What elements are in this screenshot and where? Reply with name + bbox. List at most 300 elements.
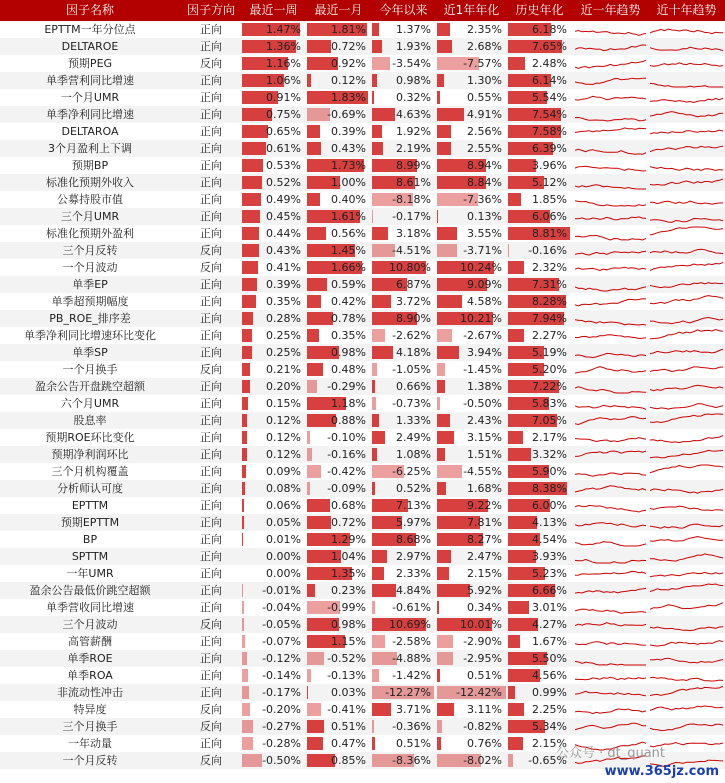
factor-name: 一年UMR bbox=[66, 567, 114, 580]
value-text: 0.59% bbox=[331, 278, 366, 291]
factor-name: 高管薪酬 bbox=[68, 635, 112, 648]
value-text: -1.05% bbox=[392, 363, 431, 376]
value-text: -12.27% bbox=[385, 686, 431, 699]
value-text: 2.32% bbox=[532, 261, 567, 274]
factor-direction: 反向 bbox=[200, 703, 222, 716]
factor-name: 单季ROA bbox=[67, 669, 113, 682]
value-text: -0.69% bbox=[327, 108, 366, 121]
ten-year-trend-sparkline bbox=[650, 463, 723, 480]
ten-year-trend-sparkline bbox=[650, 208, 723, 225]
value-text: 0.51% bbox=[396, 737, 431, 750]
value-text: 1.37% bbox=[396, 23, 431, 36]
value-text: -2.62% bbox=[392, 329, 431, 342]
value-text: 2.15% bbox=[532, 737, 567, 750]
value-text: -0.14% bbox=[262, 669, 301, 682]
factor-name: 单季SP bbox=[72, 346, 108, 359]
ten-year-trend-sparkline bbox=[650, 310, 723, 327]
table-row bbox=[0, 429, 725, 446]
one-year-trend-sparkline bbox=[575, 701, 646, 718]
value-text: 0.52% bbox=[396, 482, 431, 495]
table-row bbox=[0, 225, 725, 242]
one-year-trend-sparkline bbox=[575, 72, 646, 89]
one-year-trend-sparkline bbox=[575, 106, 646, 123]
factor-name: 一个月反转 bbox=[62, 754, 118, 767]
value-text: 0.12% bbox=[266, 448, 301, 461]
value-text: 1.15% bbox=[331, 635, 366, 648]
value-text: 3.71% bbox=[396, 703, 431, 716]
table-row bbox=[0, 463, 725, 480]
value-text: -0.52% bbox=[327, 652, 366, 665]
value-text: 0.45% bbox=[266, 210, 301, 223]
value-text: 1.36% bbox=[266, 40, 301, 53]
value-text: -2.67% bbox=[463, 329, 502, 342]
value-text: 0.98% bbox=[331, 346, 366, 359]
factor-direction: 正向 bbox=[200, 40, 222, 53]
value-text: 0.28% bbox=[266, 312, 301, 325]
factor-direction: 正向 bbox=[200, 329, 222, 342]
value-text: 1.51% bbox=[467, 448, 502, 461]
value-text: 0.39% bbox=[331, 125, 366, 138]
value-text: -7.57% bbox=[463, 57, 502, 70]
one-year-trend-sparkline bbox=[575, 242, 646, 259]
factor-direction: 正向 bbox=[200, 346, 222, 359]
factor-direction: 正向 bbox=[200, 312, 222, 325]
table-row bbox=[0, 616, 725, 633]
ten-year-trend-sparkline bbox=[650, 361, 723, 378]
header-1: 因子方向 bbox=[186, 3, 235, 17]
factor-direction: 正向 bbox=[200, 142, 222, 155]
value-text: -0.36% bbox=[392, 720, 431, 733]
one-year-trend-sparkline bbox=[575, 276, 646, 293]
value-text: 5.19% bbox=[532, 346, 567, 359]
factor-direction: 正向 bbox=[200, 686, 222, 699]
factor-name: 分析师认可度 bbox=[57, 482, 123, 495]
value-text: 7.22% bbox=[532, 380, 567, 393]
value-text: 8.94% bbox=[467, 159, 502, 172]
one-year-trend-sparkline bbox=[575, 412, 646, 429]
value-text: 0.42% bbox=[331, 295, 366, 308]
factor-direction: 正向 bbox=[200, 533, 222, 546]
factor-direction: 反向 bbox=[200, 57, 222, 70]
value-text: 1.38% bbox=[467, 380, 502, 393]
factor-name: 单季营收同比增速 bbox=[46, 601, 134, 614]
value-text: 8.99% bbox=[396, 159, 431, 172]
one-year-trend-sparkline bbox=[575, 514, 646, 531]
value-text: 8.68% bbox=[396, 533, 431, 546]
table-row bbox=[0, 582, 725, 599]
factor-direction: 反向 bbox=[200, 618, 222, 631]
one-year-trend-sparkline bbox=[575, 395, 646, 412]
value-text: 0.99% bbox=[532, 686, 567, 699]
table-row bbox=[0, 55, 725, 72]
ten-year-trend-sparkline bbox=[650, 344, 723, 361]
value-text: 10.01% bbox=[460, 618, 502, 631]
ten-year-trend-sparkline bbox=[650, 565, 723, 582]
value-text: -0.61% bbox=[392, 601, 431, 614]
factor-name: 股息率 bbox=[73, 414, 107, 427]
factor-direction: 正向 bbox=[200, 227, 222, 240]
table-row bbox=[0, 684, 725, 701]
value-text: 0.78% bbox=[331, 312, 366, 325]
value-text: 4.27% bbox=[532, 618, 567, 631]
value-text: 0.72% bbox=[331, 516, 366, 529]
value-text: 7.81% bbox=[467, 516, 502, 529]
value-text: 4.54% bbox=[532, 533, 567, 546]
value-text: 0.98% bbox=[396, 74, 431, 87]
value-text: -0.05% bbox=[262, 618, 301, 631]
value-text: 8.38% bbox=[532, 482, 567, 495]
table-row bbox=[0, 412, 725, 429]
ten-year-trend-sparkline bbox=[650, 650, 723, 667]
value-text: 2.15% bbox=[467, 567, 502, 580]
one-year-trend-sparkline bbox=[575, 38, 646, 55]
factor-direction: 正向 bbox=[200, 74, 222, 87]
value-text: 0.91% bbox=[266, 91, 301, 104]
value-text: 0.21% bbox=[266, 363, 301, 376]
value-text: 0.98% bbox=[331, 618, 366, 631]
value-text: 1.67% bbox=[532, 635, 567, 648]
value-text: 1.93% bbox=[396, 40, 431, 53]
table-row bbox=[0, 395, 725, 412]
value-text: 5.92% bbox=[467, 584, 502, 597]
table-row bbox=[0, 242, 725, 259]
value-text: 0.13% bbox=[467, 210, 502, 223]
value-text: -0.50% bbox=[463, 397, 502, 410]
one-year-trend-sparkline bbox=[575, 633, 646, 650]
factor-name: 特异度 bbox=[73, 703, 107, 716]
one-year-trend-sparkline bbox=[575, 344, 646, 361]
header-0: 因子名称 bbox=[65, 3, 114, 17]
value-text: 1.68% bbox=[467, 482, 502, 495]
value-text: 0.12% bbox=[331, 74, 366, 87]
value-text: 3.93% bbox=[532, 550, 567, 563]
value-text: 5.20% bbox=[532, 363, 567, 376]
table-row bbox=[0, 174, 725, 191]
value-text: 0.66% bbox=[396, 380, 431, 393]
factor-name: 标准化预期外收入 bbox=[46, 176, 134, 189]
value-text: 2.68% bbox=[467, 40, 502, 53]
ten-year-trend-sparkline bbox=[650, 174, 723, 191]
factor-direction: 正向 bbox=[200, 584, 222, 597]
factor-direction: 正向 bbox=[200, 482, 222, 495]
table-row bbox=[0, 701, 725, 718]
value-text: 0.20% bbox=[266, 380, 301, 393]
value-text: 0.44% bbox=[266, 227, 301, 240]
ten-year-trend-sparkline bbox=[650, 616, 723, 633]
value-text: -3.71% bbox=[463, 244, 502, 257]
value-text: 10.69% bbox=[389, 618, 431, 631]
table-row bbox=[0, 446, 725, 463]
value-text: -0.12% bbox=[262, 652, 301, 665]
value-text: 3.18% bbox=[396, 227, 431, 240]
value-text: 5.97% bbox=[396, 516, 431, 529]
table-row bbox=[0, 38, 725, 55]
value-text: -0.17% bbox=[262, 686, 301, 699]
factor-direction: 反向 bbox=[200, 261, 222, 274]
one-year-trend-sparkline bbox=[575, 565, 646, 582]
table-row bbox=[0, 140, 725, 157]
value-text: 0.01% bbox=[266, 533, 301, 546]
table-row bbox=[0, 361, 725, 378]
value-text: 2.19% bbox=[396, 142, 431, 155]
one-year-trend-sparkline bbox=[575, 327, 646, 344]
ten-year-trend-sparkline bbox=[650, 225, 723, 242]
one-year-trend-sparkline bbox=[575, 174, 646, 191]
watermark-account: 公众号 · dt_quant bbox=[555, 746, 665, 761]
one-year-trend-sparkline bbox=[575, 191, 646, 208]
table-row bbox=[0, 599, 725, 616]
value-text: 2.97% bbox=[396, 550, 431, 563]
value-text: 4.84% bbox=[396, 584, 431, 597]
factor-direction: 正向 bbox=[200, 601, 222, 614]
ten-year-trend-sparkline bbox=[650, 599, 723, 616]
ten-year-trend-sparkline bbox=[650, 106, 723, 123]
factor-direction: 正向 bbox=[200, 397, 222, 410]
table-row bbox=[0, 123, 725, 140]
one-year-trend-sparkline bbox=[575, 89, 646, 106]
table-row bbox=[0, 497, 725, 514]
one-year-trend-sparkline bbox=[575, 480, 646, 497]
value-text: 1.18% bbox=[331, 397, 366, 410]
ten-year-trend-sparkline bbox=[650, 259, 723, 276]
value-text: 0.53% bbox=[266, 159, 301, 172]
value-text: 1.61% bbox=[331, 210, 366, 223]
value-text: 7.65% bbox=[532, 40, 567, 53]
value-text: 0.88% bbox=[331, 414, 366, 427]
factor-name: 3个月盈利上下调 bbox=[48, 142, 132, 155]
factor-name: 单季ROE bbox=[67, 652, 113, 665]
value-text: 0.00% bbox=[266, 550, 301, 563]
value-text: 3.72% bbox=[396, 295, 431, 308]
table-row bbox=[0, 565, 725, 582]
factor-name: 盈余公告开盘跳空超额 bbox=[35, 380, 145, 393]
value-text: -4.88% bbox=[392, 652, 431, 665]
header-8: 近十年趋势 bbox=[656, 3, 717, 17]
value-text: 0.68% bbox=[331, 499, 366, 512]
factor-name: 预期BP bbox=[71, 159, 109, 172]
value-text: 6.87% bbox=[396, 278, 431, 291]
factor-direction: 正向 bbox=[200, 414, 222, 427]
value-text: 5.23% bbox=[532, 567, 567, 580]
value-text: 0.92% bbox=[331, 57, 366, 70]
one-year-trend-sparkline bbox=[575, 429, 646, 446]
value-text: 0.34% bbox=[467, 601, 502, 614]
one-year-trend-sparkline bbox=[575, 157, 646, 174]
factor-name: 非流动性冲击 bbox=[57, 686, 123, 699]
factor-name: SPTTM bbox=[71, 550, 109, 563]
factor-name: 一个月UMR bbox=[60, 91, 120, 104]
value-text: 2.35% bbox=[467, 23, 502, 36]
value-text: 0.76% bbox=[467, 737, 502, 750]
header-3: 最近一月 bbox=[314, 3, 363, 17]
value-text: 1.85% bbox=[532, 193, 567, 206]
value-text: -0.10% bbox=[327, 431, 366, 444]
value-text: 1.66% bbox=[331, 261, 366, 274]
factor-direction: 正向 bbox=[200, 278, 222, 291]
ten-year-trend-sparkline bbox=[650, 140, 723, 157]
value-text: 7.94% bbox=[532, 312, 567, 325]
factor-name: 六个月UMR bbox=[60, 397, 120, 410]
value-text: 0.65% bbox=[266, 125, 301, 138]
factor-direction: 正向 bbox=[200, 295, 222, 308]
value-text: -6.25% bbox=[392, 465, 431, 478]
value-text: 2.27% bbox=[532, 329, 567, 342]
value-text: 6.06% bbox=[532, 210, 567, 223]
one-year-trend-sparkline bbox=[575, 21, 646, 38]
ten-year-trend-sparkline bbox=[650, 667, 723, 684]
factor-name: 一个月波动 bbox=[62, 261, 118, 274]
one-year-trend-sparkline bbox=[575, 361, 646, 378]
table-row bbox=[0, 191, 725, 208]
value-text: 2.33% bbox=[396, 567, 431, 580]
value-text: 10.24% bbox=[460, 261, 502, 274]
one-year-trend-sparkline bbox=[575, 616, 646, 633]
value-text: 0.00% bbox=[266, 567, 301, 580]
value-text: 0.40% bbox=[331, 193, 366, 206]
value-text: 1.06% bbox=[266, 74, 301, 87]
table-row bbox=[0, 718, 725, 735]
value-text: 1.00% bbox=[331, 176, 366, 189]
value-text: -3.54% bbox=[392, 57, 431, 70]
value-text: 7.13% bbox=[396, 499, 431, 512]
value-text: 5.50% bbox=[532, 652, 567, 665]
value-text: 1.29% bbox=[331, 533, 366, 546]
value-text: 1.73% bbox=[331, 159, 366, 172]
value-text: 0.39% bbox=[266, 278, 301, 291]
value-text: 4.91% bbox=[467, 108, 502, 121]
value-text: 5.12% bbox=[532, 176, 567, 189]
value-text: 6.66% bbox=[532, 584, 567, 597]
factor-name: 预期EPTTM bbox=[60, 516, 120, 529]
value-text: -0.16% bbox=[528, 244, 567, 257]
value-text: 0.85% bbox=[331, 754, 366, 767]
value-text: 4.13% bbox=[532, 516, 567, 529]
value-text: 4.63% bbox=[396, 108, 431, 121]
value-text: 8.61% bbox=[396, 176, 431, 189]
one-year-trend-sparkline bbox=[575, 208, 646, 225]
ten-year-trend-sparkline bbox=[650, 412, 723, 429]
factor-direction: 正向 bbox=[200, 125, 222, 138]
value-text: -7.36% bbox=[463, 193, 502, 206]
one-year-trend-sparkline bbox=[575, 378, 646, 395]
ten-year-trend-sparkline bbox=[650, 157, 723, 174]
value-text: 6.18% bbox=[532, 23, 567, 36]
ten-year-trend-sparkline bbox=[650, 38, 723, 55]
factor-direction: 正向 bbox=[200, 210, 222, 223]
value-text: 1.83% bbox=[331, 91, 366, 104]
value-text: 8.90% bbox=[396, 312, 431, 325]
table-row bbox=[0, 480, 725, 497]
value-text: 0.48% bbox=[331, 363, 366, 376]
factor-direction: 正向 bbox=[200, 465, 222, 478]
factor-direction: 正向 bbox=[200, 431, 222, 444]
ten-year-trend-sparkline bbox=[650, 633, 723, 650]
header-7: 近一年趋势 bbox=[580, 3, 641, 17]
value-text: 1.08% bbox=[396, 448, 431, 461]
value-text: -12.42% bbox=[456, 686, 502, 699]
factor-name: 标准化预期外盈利 bbox=[46, 227, 134, 240]
one-year-trend-sparkline bbox=[575, 667, 646, 684]
factor-direction: 正向 bbox=[200, 23, 222, 36]
value-text: 3.01% bbox=[532, 601, 567, 614]
table-row bbox=[0, 548, 725, 565]
ten-year-trend-sparkline bbox=[650, 378, 723, 395]
one-year-trend-sparkline bbox=[575, 55, 646, 72]
value-text: 5.90% bbox=[532, 465, 567, 478]
value-text: 0.23% bbox=[331, 584, 366, 597]
one-year-trend-sparkline bbox=[575, 684, 646, 701]
factor-name: 三个月机构覆盖 bbox=[51, 465, 129, 478]
factor-name: 单季净利同比增速环比变化 bbox=[24, 329, 156, 342]
value-text: -0.73% bbox=[392, 397, 431, 410]
ten-year-trend-sparkline bbox=[650, 718, 723, 735]
factor-name: 预期PEG bbox=[67, 57, 113, 70]
value-text: 2.55% bbox=[467, 142, 502, 155]
one-year-trend-sparkline bbox=[575, 140, 646, 157]
one-year-trend-sparkline bbox=[575, 718, 646, 735]
ten-year-trend-sparkline bbox=[650, 191, 723, 208]
value-text: 0.56% bbox=[331, 227, 366, 240]
factor-name: 单季净利同比增速 bbox=[46, 108, 134, 121]
value-text: 0.15% bbox=[266, 397, 301, 410]
table-row bbox=[0, 89, 725, 106]
value-text: -0.09% bbox=[327, 482, 366, 495]
value-text: -0.29% bbox=[327, 380, 366, 393]
value-text: 0.49% bbox=[266, 193, 301, 206]
value-text: -0.82% bbox=[463, 720, 502, 733]
factor-direction: 正向 bbox=[200, 193, 222, 206]
value-text: 0.03% bbox=[331, 686, 366, 699]
value-text: 4.58% bbox=[467, 295, 502, 308]
factor-direction: 正向 bbox=[200, 108, 222, 121]
value-text: 0.06% bbox=[266, 499, 301, 512]
factor-name: DELTAROA bbox=[61, 125, 119, 138]
value-text: 8.28% bbox=[532, 295, 567, 308]
factor-name: EPTTM bbox=[71, 499, 109, 512]
value-text: -8.18% bbox=[392, 193, 431, 206]
ten-year-trend-sparkline bbox=[650, 276, 723, 293]
ten-year-trend-sparkline bbox=[650, 395, 723, 412]
value-text: -8.36% bbox=[392, 754, 431, 767]
value-text: -0.01% bbox=[262, 584, 301, 597]
factor-direction: 正向 bbox=[200, 499, 222, 512]
table-row bbox=[0, 106, 725, 123]
factor-name: 盈余公告最低价跳空超额 bbox=[29, 584, 151, 597]
value-text: -0.28% bbox=[262, 737, 301, 750]
factor-direction: 正向 bbox=[200, 176, 222, 189]
one-year-trend-sparkline bbox=[575, 497, 646, 514]
value-text: 10.80% bbox=[389, 261, 431, 274]
value-text: 6.39% bbox=[532, 142, 567, 155]
value-text: 1.30% bbox=[467, 74, 502, 87]
value-text: -0.50% bbox=[262, 754, 301, 767]
table-row bbox=[0, 157, 725, 174]
header-4: 今年以来 bbox=[379, 3, 428, 17]
ten-year-trend-sparkline bbox=[650, 514, 723, 531]
factor-name: 单季营利同比增速 bbox=[46, 74, 134, 87]
value-text: -0.27% bbox=[262, 720, 301, 733]
table-row bbox=[0, 21, 725, 38]
factor-direction: 反向 bbox=[200, 754, 222, 767]
value-text: 5.83% bbox=[532, 397, 567, 410]
value-text: 5.54% bbox=[532, 91, 567, 104]
factor-direction: 反向 bbox=[200, 720, 222, 733]
ten-year-trend-sparkline bbox=[650, 242, 723, 259]
factor-name: 预期净利润环比 bbox=[51, 448, 129, 461]
value-text: 10.21% bbox=[460, 312, 502, 325]
value-text: 8.81% bbox=[532, 227, 567, 240]
value-text: 0.51% bbox=[331, 720, 366, 733]
